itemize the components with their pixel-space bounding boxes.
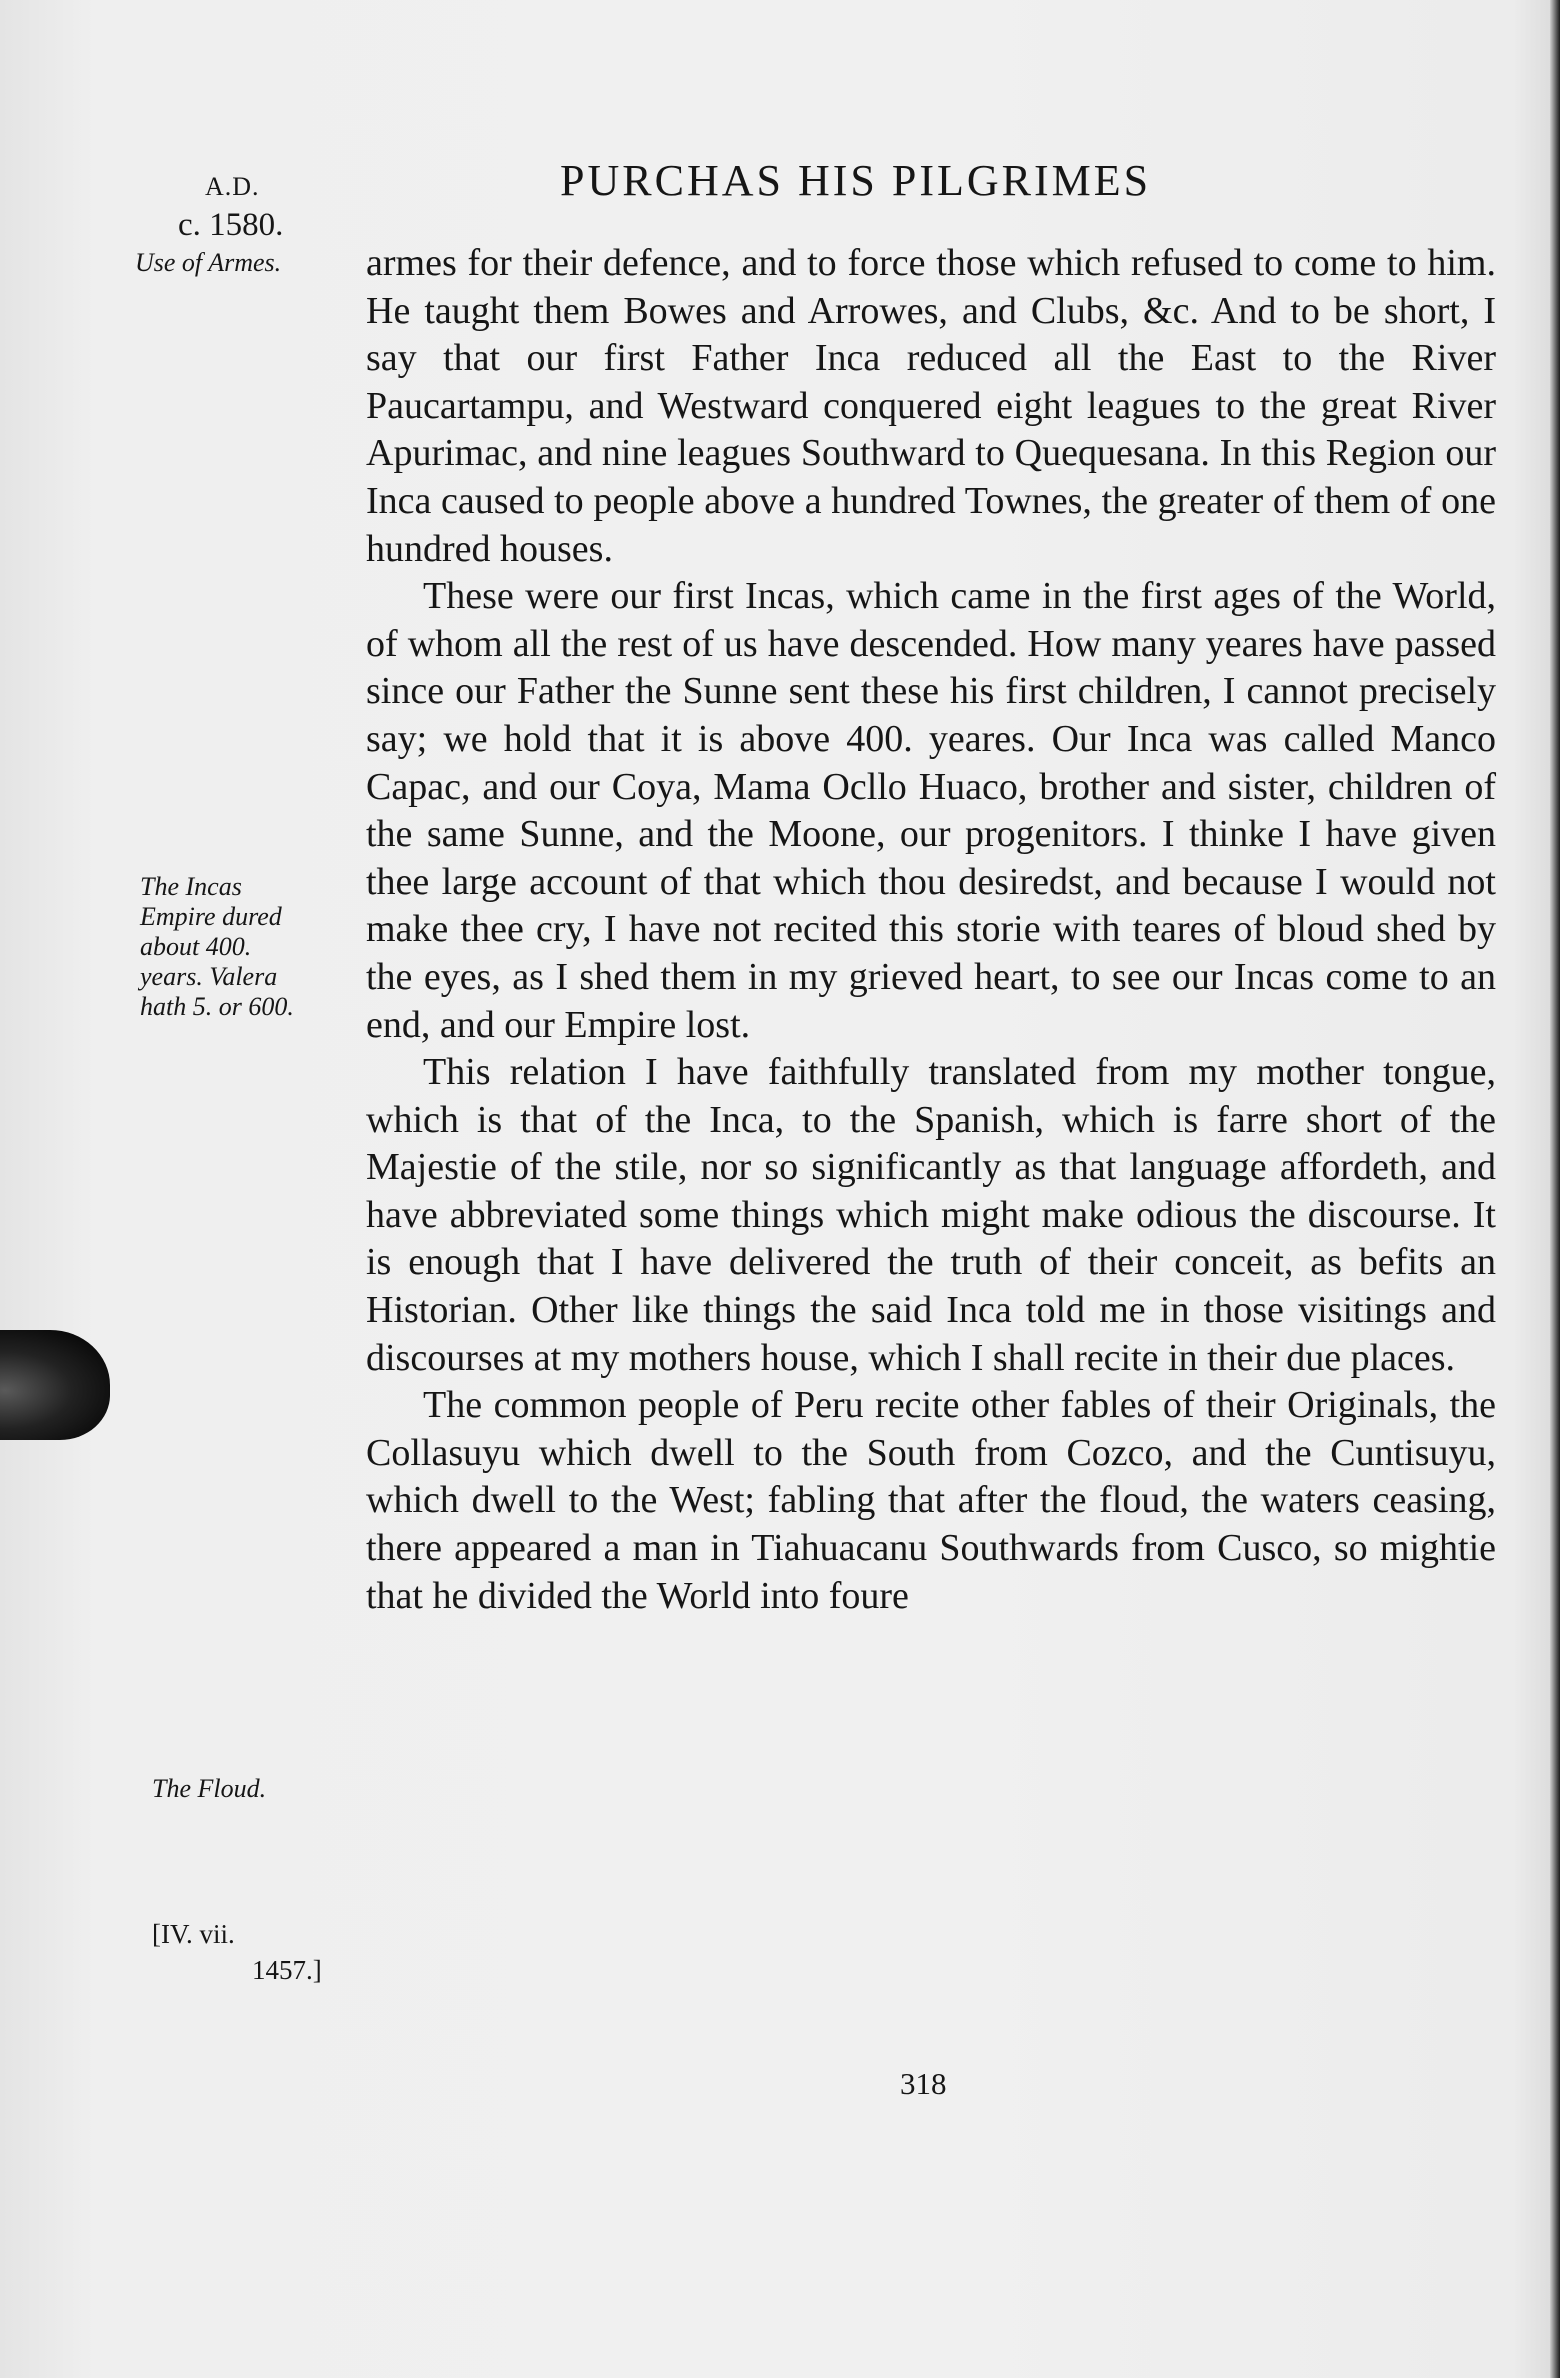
body-text <box>366 240 1496 1620</box>
year-label: c. 1580. <box>178 207 284 243</box>
margin-note-reference <box>152 1916 322 1988</box>
margin-note-line: Empire dured <box>140 902 282 931</box>
margin-note-line: years. Valera <box>140 962 278 991</box>
thumb-shadow <box>0 1330 110 1440</box>
reference-line: 1457.] <box>252 1955 322 1985</box>
paragraph: These were our first Incas, which came in the first ages of the World, of whom all the rest of us have descended. How many yeares have passed since our Father the Sunne sent these his first children, I cannot precisely say; we hold that it is above 400. yeares. Our Inca was called Manco Capac, and our Coya, Mama Ocllo Huaco, brother and sister, children of the same Sunne, and the Moone, our progenitors. I thinke I have given thee large account of that which thou desiredst, and because I would not make thee cry, I have not recited this storie with teares of bloud shed by the eyes, as I shed them in my grieved heart, to see our Incas come to an end, and our Empire lost. <box>366 575 1496 1046</box>
margin-note-use-of-armes: Use of Armes. <box>135 248 282 277</box>
reference-line: [IV. vii. <box>152 1919 235 1949</box>
paragraph: This relation I have faithfully translated from my mother tongue, which is that of the Inca, to the Spanish, which is farre short of the Majestie of the stile, nor so significantly as that language affordeth, and have abbreviated some things which might make odious the discourse. It is enough that I have delivered the truth of their conceit, as befits an Historian. Other like things the said Inca told me in those visitings and discourses at my mothers house, which I shall recite in their due places. <box>366 1051 1496 1379</box>
paragraph: The common people of Peru recite other fables of their Originals, the Collasuyu which dwell to the South from Cozco, and the Cuntisuyu, which dwell to the West; fabling that after the floud, the waters ceasing, there appeared a man in Tiahuacanu Southwards from Cusco, so mightie that he divided the World into foure <box>366 1384 1496 1617</box>
margin-note-line: The Incas <box>140 872 242 901</box>
date-label: A.D. <box>205 172 260 201</box>
running-title: PURCHAS HIS PILGRIMES <box>560 156 1152 205</box>
margin-note-line: hath 5. or 600. <box>140 992 294 1021</box>
paragraph: armes for their defence, and to force those which refused to come to him. He taught them Bowes and Arrowes, and Clubs, &c. And to be short, I say that our first Father Inca reduced all the East to the River Paucartampu, and Westward conquered eight leagues to the great River Apurimac, and nine leagues Southward to Quequesana. In this Region our Inca caused to people above a hundred Townes, the greater of them of one hundred houses. <box>366 242 1496 570</box>
margin-note-incas-empire <box>140 872 294 1022</box>
margin-note-line: about 400. <box>140 932 252 961</box>
page-number: 318 <box>900 2066 947 2101</box>
margin-note-the-floud: The Floud. <box>152 1774 267 1803</box>
page-edge-shadow <box>1550 0 1560 2378</box>
